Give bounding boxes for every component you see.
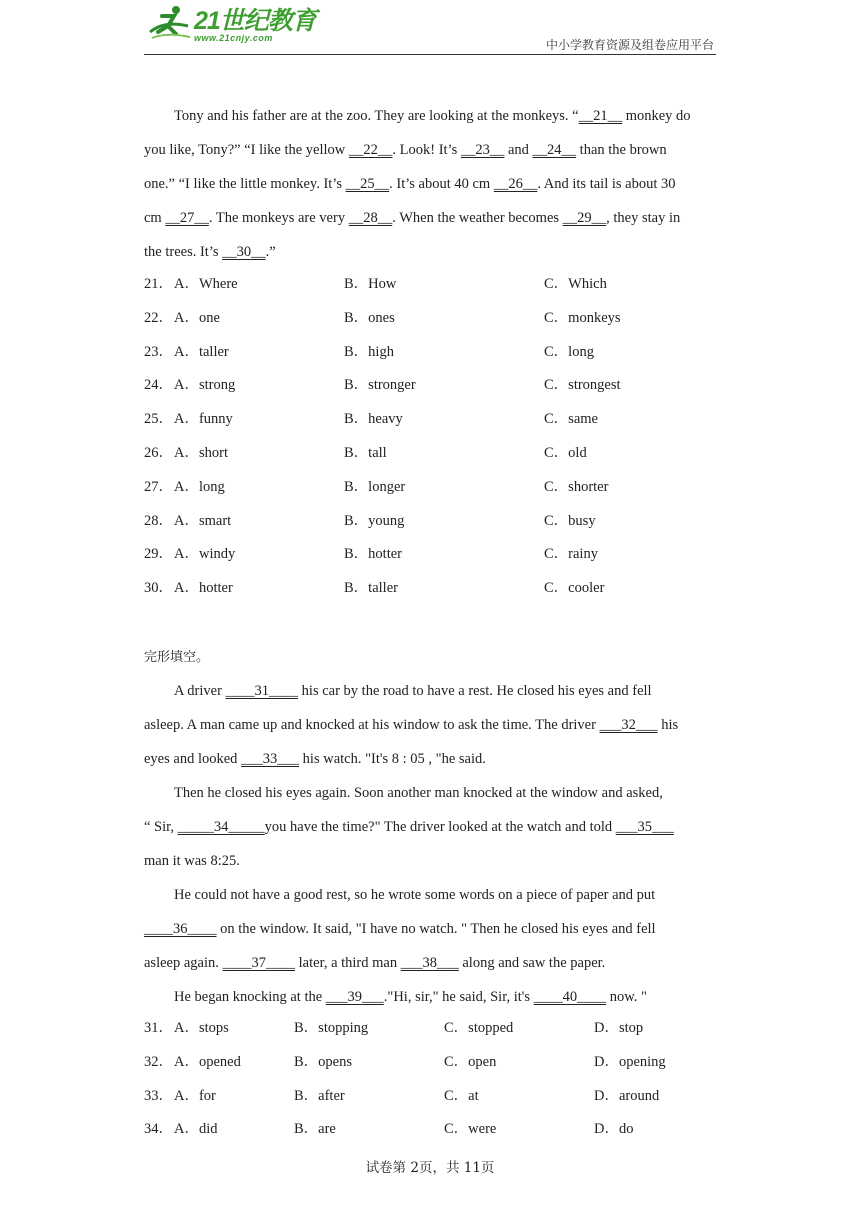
passage-line bbox=[144, 844, 718, 878]
option-d: D．around bbox=[594, 1087, 660, 1104]
passage-text: asleep again. bbox=[144, 955, 223, 971]
option-a: A．windy bbox=[174, 546, 236, 563]
question-row bbox=[144, 268, 724, 302]
option-c: C．open bbox=[444, 1053, 497, 1070]
option-c: C．rainy bbox=[544, 546, 598, 563]
option-a: A．funny bbox=[174, 411, 233, 428]
passage-text: Tony and his father are at the zoo. They are looking at the monkeys. “ bbox=[174, 108, 579, 124]
option-a: A．smart bbox=[174, 512, 232, 529]
passage-text: asleep. A man came up and knocked at his window to ask the time. The driver bbox=[144, 717, 600, 733]
passage-text: “ Sir, bbox=[144, 819, 178, 835]
option-c: C．long bbox=[544, 343, 594, 360]
option-a: A．hotter bbox=[174, 580, 233, 597]
passage-text: on the window. It said, "I have no watch. " Then he closed his eyes and fell bbox=[216, 921, 656, 937]
passage-text: He could not have a good rest, so he wrote some words on a piece of paper and put bbox=[174, 887, 656, 903]
option-c: C．stopped bbox=[444, 1020, 514, 1036]
passage-text: . And its tail is about 30 bbox=[537, 176, 676, 192]
page-header bbox=[144, 0, 716, 56]
passage-line bbox=[144, 99, 718, 133]
passage-text: He began knocking at the bbox=[174, 989, 326, 1005]
question-row bbox=[144, 369, 724, 403]
question-row bbox=[144, 471, 724, 505]
passage-zoo bbox=[144, 99, 718, 269]
passage-line bbox=[144, 133, 718, 167]
question-row bbox=[144, 336, 724, 370]
option-b: B．stronger bbox=[344, 377, 416, 394]
passage-text: his bbox=[657, 717, 679, 733]
section-title: 完形填空。 bbox=[144, 650, 210, 665]
answer-blank: ____36____ bbox=[144, 921, 217, 937]
option-b: B．hotter bbox=[344, 546, 402, 563]
answer-blank: __26__ bbox=[493, 176, 538, 192]
passage-text: his watch. "It's 8 : 05 , "he said. bbox=[299, 751, 486, 767]
option-c: C．strongest bbox=[544, 377, 621, 394]
option-a: A．taller bbox=[174, 343, 229, 360]
passage-text: . When the weather becomes bbox=[392, 210, 563, 226]
passage-text: you have the time?" The driver looked at the watch and told bbox=[264, 819, 616, 835]
option-a: A．did bbox=[174, 1121, 218, 1138]
question-number: 28． bbox=[144, 512, 173, 529]
answer-blank: ___33___ bbox=[241, 751, 300, 767]
passage-line bbox=[144, 167, 718, 201]
question-row bbox=[144, 1080, 724, 1114]
question-number: 29． bbox=[144, 546, 173, 563]
question-number: 23． bbox=[144, 343, 173, 360]
passage-line bbox=[144, 946, 718, 980]
option-b: B．longer bbox=[344, 478, 406, 495]
option-d: D．stop bbox=[594, 1020, 644, 1036]
option-c: C．same bbox=[544, 411, 598, 428]
passage-line bbox=[144, 912, 718, 946]
option-a: A．short bbox=[174, 444, 228, 461]
answer-blank: ___38___ bbox=[400, 955, 459, 971]
passage-line bbox=[144, 201, 718, 235]
passage-text: you like, Tony?” “I like the yellow bbox=[144, 142, 349, 158]
option-a: A．Where bbox=[174, 276, 238, 292]
passage-text: eyes and looked bbox=[144, 751, 242, 767]
passage-line bbox=[144, 708, 718, 742]
option-b: B．high bbox=[344, 343, 394, 360]
question-number: 24． bbox=[144, 377, 173, 394]
answer-blank: __22__ bbox=[348, 142, 393, 158]
answer-blank: ____40____ bbox=[533, 989, 607, 1005]
answer-blank: __29__ bbox=[562, 210, 607, 226]
passage-text: ."Hi, sir," he said, Sir, it's bbox=[383, 989, 534, 1005]
option-b: B．after bbox=[294, 1087, 345, 1104]
question-options-31-34 bbox=[144, 1012, 724, 1147]
passage-text: , they stay in bbox=[606, 210, 681, 226]
passage-text: . Look! It’s bbox=[392, 142, 461, 158]
passage-line bbox=[144, 742, 718, 776]
passage-line bbox=[144, 776, 718, 810]
answer-blank: __24__ bbox=[532, 142, 577, 158]
question-row bbox=[144, 538, 724, 572]
option-c: C．cooler bbox=[544, 580, 605, 597]
answer-blank: ___35___ bbox=[615, 819, 674, 835]
option-b: B．stopping bbox=[294, 1020, 369, 1036]
answer-blank: __28__ bbox=[348, 210, 393, 226]
answer-blank: ____37____ bbox=[222, 955, 296, 971]
header-divider bbox=[144, 54, 716, 55]
passage-text: . The monkeys are very bbox=[208, 210, 349, 226]
site-logo[interactable] bbox=[144, 4, 319, 44]
passage-text: now. " bbox=[606, 989, 647, 1005]
question-number: 21． bbox=[144, 276, 173, 292]
question-number: 25． bbox=[144, 411, 173, 428]
answer-blank: ___32___ bbox=[599, 717, 658, 733]
passage-line bbox=[144, 235, 718, 269]
question-options-21-30 bbox=[144, 268, 724, 606]
platform-name: 中小学教育资源及组卷应用平台 bbox=[545, 38, 714, 52]
passage-text: the trees. It’s bbox=[144, 244, 223, 260]
passage-line bbox=[144, 980, 718, 1014]
option-d: D．opening bbox=[594, 1053, 666, 1070]
question-row bbox=[144, 572, 724, 606]
passage-driver bbox=[144, 674, 718, 1014]
passage-line bbox=[144, 810, 718, 844]
passage-text: A driver bbox=[174, 683, 226, 699]
logo-text: 21世纪教育 bbox=[194, 7, 316, 35]
answer-blank: __25__ bbox=[345, 176, 390, 192]
option-c: C．old bbox=[544, 444, 587, 461]
option-c: C．Which bbox=[544, 276, 607, 292]
answer-blank: ___39___ bbox=[325, 989, 384, 1005]
option-a: A．for bbox=[174, 1087, 216, 1104]
option-c: C．monkeys bbox=[544, 309, 621, 326]
passage-line bbox=[144, 674, 718, 708]
passage-line bbox=[144, 878, 718, 912]
question-number: 33． bbox=[144, 1087, 173, 1104]
option-c: C．at bbox=[444, 1087, 479, 1104]
option-b: B．ones bbox=[344, 309, 395, 326]
question-row bbox=[144, 403, 724, 437]
passage-text: one.” “I like the little monkey. It’s bbox=[144, 176, 346, 192]
question-number: 22． bbox=[144, 309, 173, 326]
option-b: B．How bbox=[344, 276, 397, 292]
question-row bbox=[144, 1012, 724, 1046]
option-c: C．were bbox=[444, 1121, 497, 1138]
option-c: C．busy bbox=[544, 512, 596, 529]
passage-text: Then he closed his eyes again. Soon another man knocked at the window and asked, bbox=[174, 785, 663, 801]
question-row bbox=[144, 437, 724, 471]
question-row bbox=[144, 1113, 724, 1147]
option-a: A．long bbox=[174, 478, 225, 495]
option-b: B．are bbox=[294, 1121, 336, 1138]
passage-text: and bbox=[504, 142, 533, 158]
question-number: 34． bbox=[144, 1121, 173, 1138]
answer-blank: ____31____ bbox=[225, 683, 299, 699]
answer-blank: __21__ bbox=[578, 108, 623, 124]
passage-text: monkey do bbox=[622, 108, 691, 124]
answer-blank: __23__ bbox=[460, 142, 505, 158]
option-b: B．heavy bbox=[344, 411, 403, 428]
answer-blank: _____34_____ bbox=[177, 819, 265, 835]
passage-text: later, a third man bbox=[295, 955, 401, 971]
option-a: A．strong bbox=[174, 377, 236, 394]
passage-text: his car by the road to have a rest. He closed his eyes and fell bbox=[298, 683, 652, 699]
question-number: 26． bbox=[144, 444, 173, 461]
passage-text: along and saw the paper. bbox=[458, 955, 606, 971]
question-number: 30． bbox=[144, 580, 173, 597]
option-b: B．opens bbox=[294, 1053, 352, 1070]
question-number: 27． bbox=[144, 478, 173, 495]
passage-text: .” bbox=[265, 244, 276, 260]
page-footer: 试卷第 2页，共 11页 bbox=[365, 1160, 495, 1176]
passage-text: cm bbox=[144, 210, 166, 226]
runner-logo-icon bbox=[146, 4, 192, 42]
option-a: A．opened bbox=[174, 1053, 241, 1070]
option-d: D．do bbox=[594, 1121, 634, 1138]
option-c: C．shorter bbox=[544, 478, 609, 495]
option-a: A．one bbox=[174, 309, 220, 326]
option-b: B．tall bbox=[344, 444, 387, 461]
option-b: B．taller bbox=[344, 580, 398, 597]
passage-text: than the brown bbox=[576, 142, 667, 158]
question-row bbox=[144, 505, 724, 539]
answer-blank: __30__ bbox=[222, 244, 266, 260]
answer-blank: __27__ bbox=[165, 210, 209, 226]
passage-text: . It’s about 40 cm bbox=[389, 176, 494, 192]
option-a: A．stops bbox=[174, 1020, 229, 1036]
question-row bbox=[144, 1046, 724, 1080]
logo-url: www.21cnjy.com bbox=[194, 33, 273, 43]
passage-text: man it was 8:25. bbox=[144, 853, 240, 869]
question-number: 32． bbox=[144, 1053, 173, 1070]
question-row bbox=[144, 302, 724, 336]
question-number: 31． bbox=[144, 1020, 173, 1036]
option-b: B．young bbox=[344, 512, 405, 529]
